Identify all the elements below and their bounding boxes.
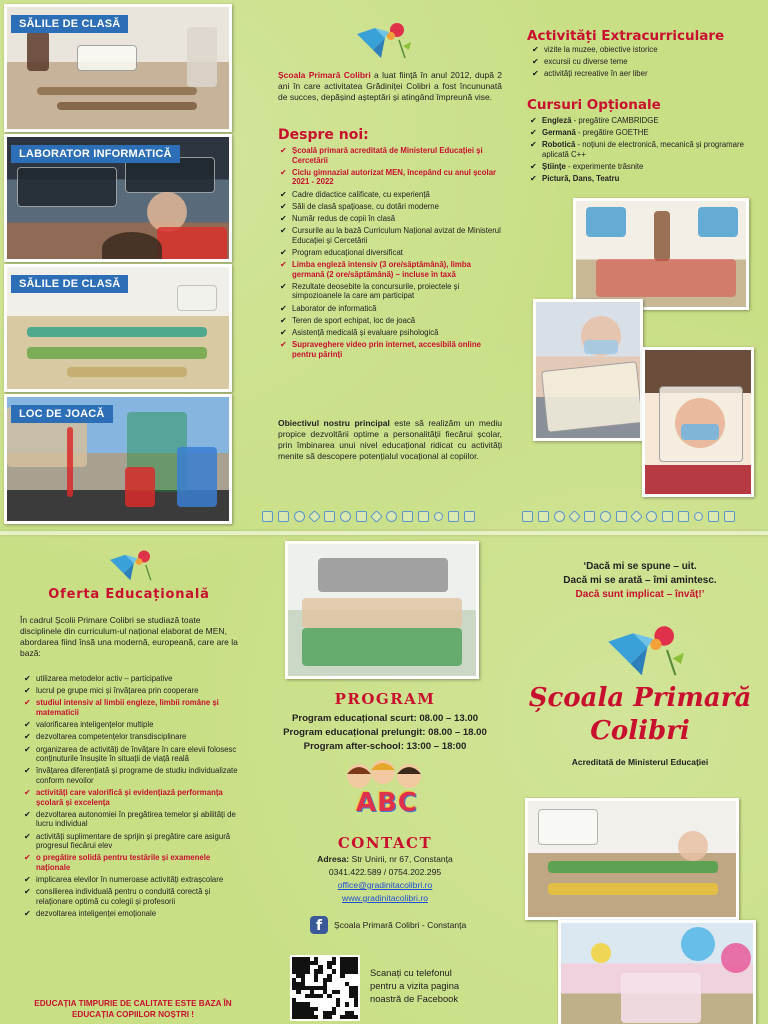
objective-text: este să realizăm un mediu propice dezvoltării optime a personalității fiecărui școlar, prin îmbinarea unui nivel educațional ridicat cu activități menite să descopere potențialul vocațional al copiilor. xyxy=(278,418,503,461)
program-title: PROGRAM xyxy=(334,690,436,708)
list-item-text: implicarea elevilor în numeroase activități extrașcolare xyxy=(36,875,224,885)
check-icon: ✔ xyxy=(24,732,31,742)
check-icon: ✔ xyxy=(280,340,287,350)
oferta-item xyxy=(24,875,246,885)
list-item-text: activități suplimentare de sprijin și pregătire care asigură progresul fiecărui elev xyxy=(36,831,231,851)
facebook-row[interactable] xyxy=(310,916,466,934)
contact-phones: 0341.422.589 / 0754.202.295 xyxy=(328,867,442,877)
colibri-bird-logo xyxy=(108,548,158,582)
list-item-text: activități care valorifică și evidențiază performanța școlară și excelența xyxy=(36,788,223,807)
photo-playground xyxy=(4,394,232,524)
photo-kids-group xyxy=(573,198,749,310)
qr-caption: Scanați cu telefonul pentru a vizita pagina noastră de Facebook xyxy=(370,967,460,1004)
check-icon: ✔ xyxy=(280,247,287,257)
list-item-text: excursii cu diverse teme xyxy=(544,57,628,67)
list-item-text: Program educațional diversificat xyxy=(292,247,403,257)
quote-line-2: Dacă mi se arată – îmi amintesc. xyxy=(563,575,717,586)
optional-list xyxy=(530,116,754,187)
optional-course-item xyxy=(530,116,754,126)
check-icon: ✔ xyxy=(530,174,537,184)
extracurricular-item xyxy=(532,69,752,79)
contact-website-row xyxy=(258,893,512,905)
optional-course-item xyxy=(530,174,754,184)
check-icon: ✔ xyxy=(24,788,31,798)
extracurricular-list xyxy=(532,45,752,82)
despre-item xyxy=(280,146,502,165)
despre-item xyxy=(280,304,502,314)
oferta-footer: EDUCAȚIA TIMPURIE DE CALITATE ESTE BAZA ÎN EDUCAȚIA COPIILOR NOȘTRI ! xyxy=(34,999,232,1019)
oferta-item xyxy=(24,732,246,742)
despre-list xyxy=(280,146,502,362)
check-icon: ✔ xyxy=(24,720,31,730)
list-item-text: dezvoltarea competențelor transdisciplinare xyxy=(36,732,187,742)
oferta-item xyxy=(24,853,246,872)
facebook-page-name: Școala Primară Colibri - Constanța xyxy=(334,920,467,930)
photo-classroom-kids xyxy=(525,798,739,920)
course-name: Engleză xyxy=(542,116,572,125)
check-icon: ✔ xyxy=(24,686,31,696)
despre-title: Despre noi: xyxy=(278,127,369,143)
list-item-text: vizite la muzee, obiective istorice xyxy=(544,45,658,54)
check-icon: ✔ xyxy=(24,698,31,708)
check-icon: ✔ xyxy=(280,189,287,199)
check-icon: ✔ xyxy=(280,201,287,211)
oferta-item xyxy=(24,720,246,730)
oferta-item xyxy=(24,909,246,919)
quote-line-3-text: Dacă sunt implicat – învăț!’ xyxy=(575,589,705,600)
despre-item xyxy=(280,260,502,279)
despre-item xyxy=(280,202,502,212)
check-icon: ✔ xyxy=(24,853,31,863)
list-item-text: studiul intensiv al limbii engleze, limbii române și matematicii xyxy=(36,698,219,717)
extracurricular-item xyxy=(532,45,752,55)
despre-item xyxy=(280,248,502,258)
accreditation-text: Acreditată de Ministerul Educației xyxy=(571,757,709,767)
oferta-list xyxy=(24,674,246,921)
oferta-intro: În cadrul Școlii Primare Colibri se studiază toate disciplinele din curriculum-ul național elaborat de MEN, abordarea fiind însă una modernă, europeană, care are la bază: xyxy=(20,615,238,658)
oferta-item xyxy=(24,745,246,764)
check-icon: ✔ xyxy=(24,766,31,776)
course-description: - pregătire GOETHE xyxy=(575,128,649,138)
intro-text: a luat ființă în anul 2012, după 2 ani în care activitatea Grădiniței Colibri a fost încununată de succes, depășind așteptări și atingând împreună vise. xyxy=(278,70,502,102)
check-icon: ✔ xyxy=(280,260,287,270)
decorative-icon-strip xyxy=(522,508,735,524)
list-item-text: dezvoltarea inteligenței emoționale xyxy=(36,909,157,919)
list-item-text: Supraveghere video prin internet, accesibilă online pentru părinți xyxy=(292,340,481,359)
course-description: - experimente trăsnite xyxy=(565,162,644,172)
course-name: Robotică xyxy=(542,140,576,150)
contact-email-row xyxy=(258,880,512,892)
contact-title: CONTACT xyxy=(337,834,433,852)
program-short: Program educațional scurt: 08.00 – 13.00 xyxy=(291,713,479,724)
photo-label: SĂLILE DE CLASĂ xyxy=(11,275,128,293)
check-icon: ✔ xyxy=(280,281,287,291)
list-item-text: activități recreative în aer liber xyxy=(544,69,648,79)
list-item-text: Număr redus de copii în clasă xyxy=(292,213,396,223)
course-name: Germană xyxy=(542,128,576,138)
photo-kid-with-drawing xyxy=(642,347,754,497)
optional-course-item xyxy=(530,128,754,138)
oferta-item xyxy=(24,766,246,785)
oferta-item xyxy=(24,674,246,684)
despre-item xyxy=(280,340,502,359)
check-icon: ✔ xyxy=(280,167,287,177)
list-item-text: Cursurile au la bază Curriculum Național avizat de Ministerul Educației și Cercetării xyxy=(292,226,501,245)
check-icon: ✔ xyxy=(24,875,31,885)
school-name-line-2: Colibri xyxy=(590,716,690,746)
optional-title: Cursuri Opționale xyxy=(527,97,661,113)
despre-item xyxy=(280,190,502,200)
check-icon: ✔ xyxy=(24,674,31,683)
quote-line-1: ‘Dacă mi se spune – uit. xyxy=(583,561,697,572)
list-item-text: o pregătire solidă pentru testările și examenele naționale xyxy=(36,853,211,873)
despre-item xyxy=(280,226,502,245)
website-link[interactable]: www.gradinitacolibri.ro xyxy=(342,893,428,903)
check-icon: ✔ xyxy=(24,809,31,819)
photo-label: LOC DE JOACĂ xyxy=(11,405,113,423)
course-description: - pregătire CAMBRIDGE xyxy=(571,116,659,125)
list-item-text: Ciclu gimnazial autorizat MEN, începând cu anul școlar 2021 - 2022 xyxy=(292,167,497,187)
check-icon: ✔ xyxy=(530,162,537,172)
objective-paragraph xyxy=(278,418,502,462)
photo-kid-with-mask xyxy=(533,299,643,441)
check-icon: ✔ xyxy=(530,116,537,125)
photo-party-balloons xyxy=(558,920,756,1024)
list-item-text: Școală primară acreditată de Ministerul Educației și Cercetării xyxy=(292,146,483,165)
check-icon: ✔ xyxy=(532,69,539,79)
check-icon: ✔ xyxy=(530,128,537,138)
decorative-icon-strip xyxy=(262,508,475,524)
oferta-item xyxy=(24,887,246,906)
list-item-text: Săli de clasă spațioase, cu dotări moderne xyxy=(292,201,439,211)
address-label: Adresa: xyxy=(317,854,350,864)
oferta-item xyxy=(24,810,246,829)
check-icon: ✔ xyxy=(280,328,287,338)
email-link[interactable]: office@gradinitacolibri.ro xyxy=(337,880,433,890)
list-item-text: Limba engleză intensiv (3 ore/săptămână), limba germană (2 ore/săptămână) – incluse în taxă xyxy=(292,260,471,279)
despre-item xyxy=(280,168,502,187)
intro-paragraph xyxy=(278,70,502,103)
oferta-item xyxy=(24,686,246,696)
list-item-text: valorificarea inteligențelor multiple xyxy=(36,720,154,730)
list-item-text: învățarea diferențiată și programe de studiu individualizate conform nevoilor xyxy=(36,766,238,785)
despre-item xyxy=(280,214,502,224)
list-item-text: Rezultate deosebite la concursurile, proiectele și simpozioanele la care am participat xyxy=(292,281,460,301)
facebook-icon: f xyxy=(310,916,328,934)
photo-computer-lab xyxy=(4,134,232,262)
despre-item xyxy=(280,316,502,326)
check-icon: ✔ xyxy=(280,146,287,155)
program-afterschool: Program after-school: 13:00 – 18:00 xyxy=(303,741,467,752)
check-icon: ✔ xyxy=(532,57,539,67)
check-icon: ✔ xyxy=(280,303,287,313)
check-icon: ✔ xyxy=(280,213,287,223)
photo-classroom-1 xyxy=(4,4,232,132)
oferta-item xyxy=(24,832,246,851)
intro-school-name: Școala Primară Colibri xyxy=(278,70,371,80)
program-extended: Program educațional prelungit: 08.00 – 18.00 xyxy=(283,727,487,738)
quote-line-3 xyxy=(512,588,768,601)
optional-course-item xyxy=(530,140,754,159)
photo-label: LABORATOR INFORMATICĂ xyxy=(11,145,180,163)
photo-classroom-2 xyxy=(4,264,232,392)
list-item-text: lucrul pe grupe mici și învățarea prin cooperare xyxy=(36,686,199,696)
course-description: - noțiuni de electronică, mecanică și programare aplicată C++ xyxy=(542,140,744,159)
oferta-item xyxy=(24,788,246,807)
list-item-text: Cadre didactice calificate, cu experiență xyxy=(292,189,430,199)
extracurricular-item xyxy=(532,57,752,67)
oferta-title: Oferta Educațională xyxy=(48,587,210,602)
optional-course-item xyxy=(530,162,754,172)
colibri-bird-logo xyxy=(355,20,413,60)
extracurricular-title: Activități Extracurriculare xyxy=(527,28,725,44)
check-icon: ✔ xyxy=(280,315,287,325)
contact-address xyxy=(258,854,512,866)
list-item-text: Teren de sport echipat, loc de joacă xyxy=(292,315,416,325)
list-item-text: Asistență medicală și evaluare psihologică xyxy=(292,328,439,338)
check-icon: ✔ xyxy=(24,744,31,754)
despre-item xyxy=(280,328,502,338)
facebook-qr-code[interactable] xyxy=(290,955,360,1021)
abc-blocks: ABC xyxy=(355,788,419,818)
list-item-text: utilizarea metodelor activ – participative xyxy=(36,674,173,683)
address-value: Str Unirii, nr 67, Constanța xyxy=(349,854,453,864)
list-item-text: organizarea de activități de învățare în care elevii folosesc conținuturile însușite în situații de viață reală xyxy=(36,744,237,764)
fold-divider xyxy=(0,531,768,535)
school-name-line-1: Școala Primară xyxy=(528,683,752,713)
check-icon: ✔ xyxy=(530,140,537,150)
check-icon: ✔ xyxy=(24,887,31,897)
colibri-bird-logo xyxy=(605,622,687,678)
check-icon: ✔ xyxy=(24,909,31,919)
course-name: Științe xyxy=(542,162,566,172)
check-icon: ✔ xyxy=(280,226,287,236)
check-icon: ✔ xyxy=(24,831,31,841)
photo-group-with-diplomas xyxy=(285,541,479,679)
despre-item xyxy=(280,282,502,301)
objective-bold: Obiectivul nostru principal xyxy=(278,418,390,428)
list-item-text: Laborator de informatică xyxy=(292,303,377,313)
course-name: Pictură, Dans, Teatru xyxy=(542,174,620,184)
photo-label: SĂLILE DE CLASĂ xyxy=(11,15,128,33)
oferta-item xyxy=(24,698,246,717)
list-item-text: dezvoltarea autonomiei în pregătirea temelor și abilități de lucru individual xyxy=(36,809,236,829)
list-item-text: consilierea individuală pentru o conduită corectă și relaționare optimă cu colegii și profesorii xyxy=(36,887,211,906)
check-icon: ✔ xyxy=(532,45,539,54)
